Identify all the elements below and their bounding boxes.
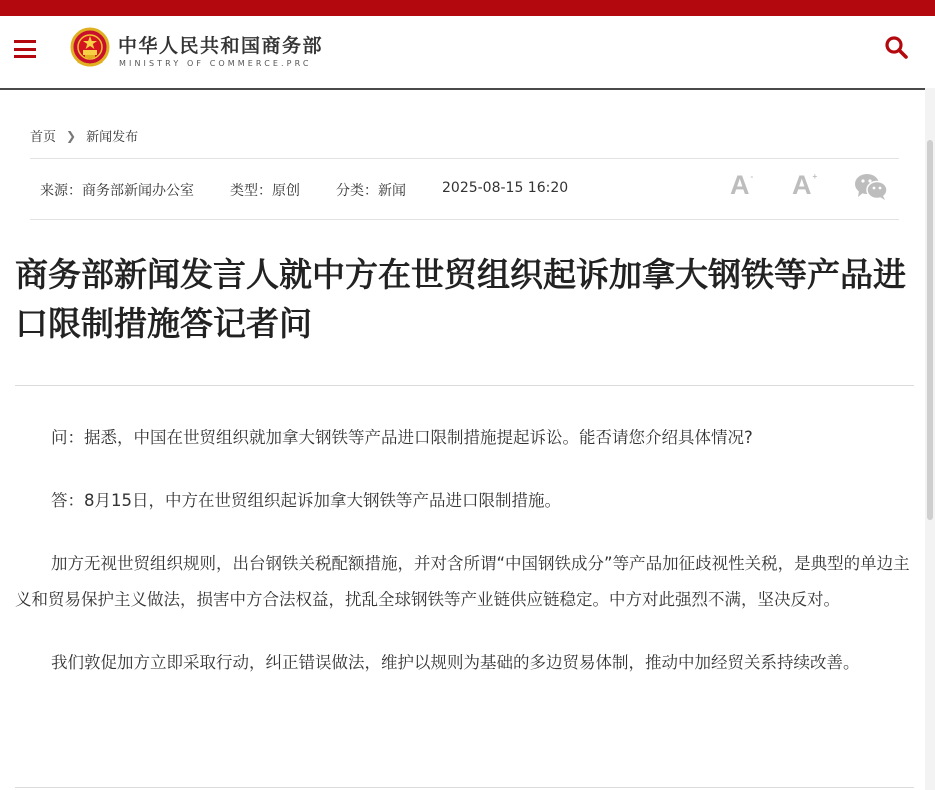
divider (30, 158, 899, 159)
divider (15, 385, 914, 386)
meta-category: 分类：新闻 (336, 183, 406, 199)
article-paragraph: 答：8月15日，中方在世贸组织起诉加拿大钢铁等产品进口限制措施。 (51, 491, 561, 510)
font-decrease-button[interactable] (730, 170, 753, 201)
font-increase-sign: + (812, 172, 818, 181)
meta-type: 类型：原创 (230, 183, 300, 199)
font-increase-label: A (792, 170, 812, 200)
font-decrease-sign: - (750, 172, 754, 181)
hamburger-menu-icon[interactable] (14, 40, 36, 58)
article-paragraph: 加方无视世贸组织规则，出台钢铁关税配额措施，并对含所谓“中国钢铁成分”等产品加征歧视性关税，是典型的单边主义和贸易保护主义做法，损害中方合法权益，扰乱全球钢铁等产业链供应链稳定。中方对此强烈不满，坚决反对。 (15, 554, 910, 609)
meta-datetime: 2025-08-15 16:20 (442, 180, 569, 196)
scrollbar-thumb[interactable] (927, 140, 933, 520)
article-paragraph: 问：据悉，中国在世贸组织就加拿大钢铁等产品进口限制措施提起诉讼。能否请您介绍具体情况? (51, 428, 753, 447)
chevron-right-icon: ❯ (66, 128, 77, 143)
article-title: 商务部新闻发言人就中方在世贸组织起诉加拿大钢铁等产品进口限制措施答记者问 (15, 255, 906, 343)
divider (15, 787, 914, 788)
search-icon[interactable] (884, 35, 908, 59)
font-increase-button[interactable] (792, 170, 817, 201)
site-header (0, 16, 935, 90)
divider (30, 219, 899, 220)
meta-source: 来源：商务部新闻办公室 (40, 183, 194, 199)
wechat-icon[interactable] (854, 173, 888, 201)
top-accent-bar (0, 0, 935, 16)
national-emblem-logo[interactable] (70, 27, 110, 69)
breadcrumb-home-link[interactable]: 首页 (30, 130, 57, 145)
breadcrumb-current-link[interactable]: 新闻发布 (86, 130, 139, 145)
article-paragraph: 我们敦促加方立即采取行动，纠正错误做法，维护以规则为基础的多边贸易体制，推动中加经贸关系持续改善。 (51, 653, 860, 672)
article-meta (40, 180, 568, 200)
breadcrumb (30, 126, 138, 145)
font-decrease-label: A (730, 170, 750, 200)
article-body (15, 420, 915, 708)
site-subtitle: MINISTRY OF COMMERCE.PRC (119, 59, 312, 68)
site-name[interactable]: 中华人民共和国商务部 (118, 35, 324, 57)
